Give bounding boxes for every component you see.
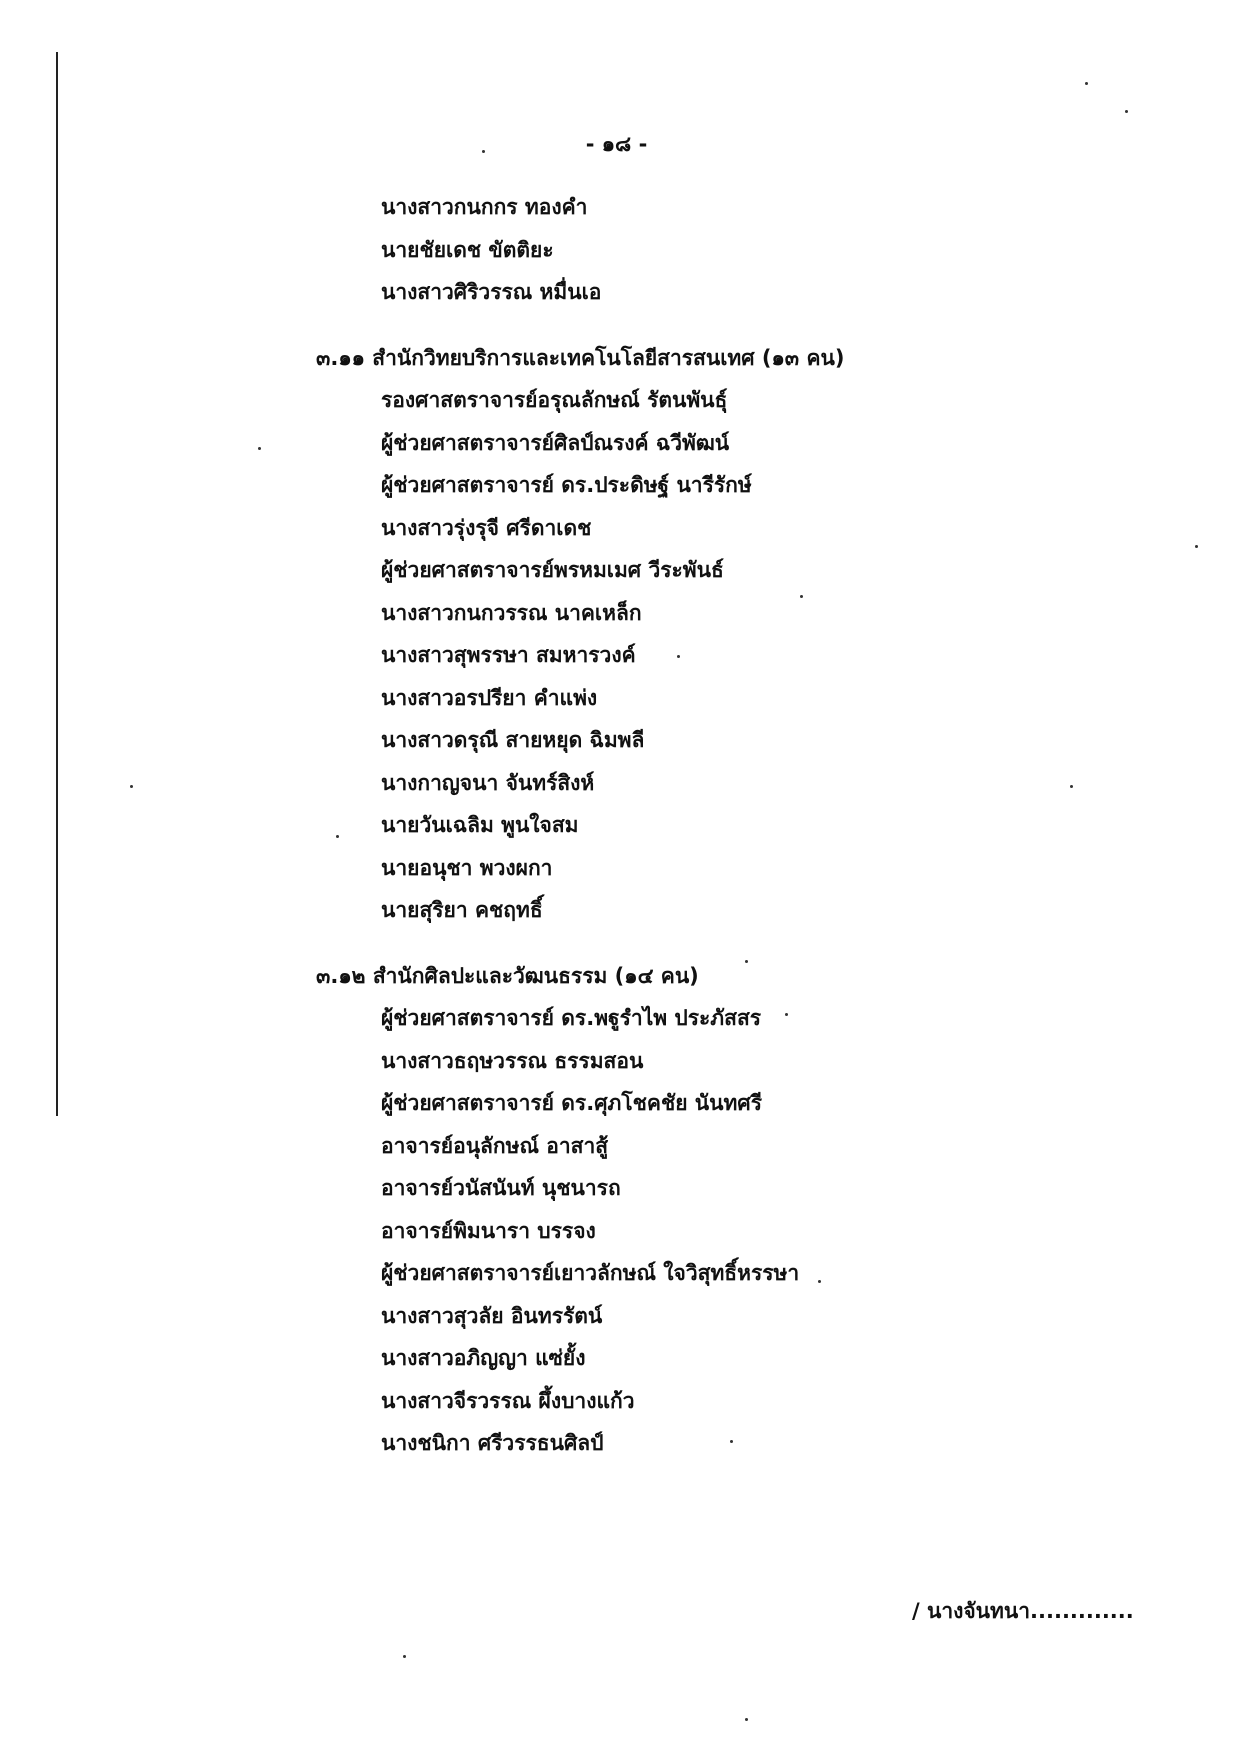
- section-heading: ๓.๑๑ สำนักวิทยบริการและเทคโนโลยีสารสนเทศ (๑๓ คน): [316, 345, 845, 370]
- list-item: นางสาวศิริวรรณ หมื่นเอ: [381, 280, 602, 304]
- scan-speck: [745, 960, 748, 963]
- list-item: ผู้ช่วยศาสตราจารย์ ดร.ศุภโชคชัย นันทศรี: [381, 1091, 762, 1115]
- list-item: นางสาวกนกกร ทองคำ: [381, 195, 588, 219]
- list-item: นางสาวรุ่งรุจี ศรีดาเดช: [381, 515, 592, 540]
- list-item: อาจารย์อนุลักษณ์ อาสาสู้: [381, 1133, 609, 1158]
- list-item: นายสุริยา คชฤทธิ์: [381, 898, 543, 922]
- list-item: นางสาวสุพรรษา สมหารวงค์: [381, 643, 636, 667]
- scan-speck: [1070, 785, 1073, 788]
- scan-speck: [1195, 545, 1198, 548]
- scan-speck: [818, 1280, 821, 1283]
- list-item: อาจารย์วนัสนันท์ นุชนารถ: [381, 1176, 621, 1200]
- list-item: นายอนุชา พวงผกา: [381, 855, 553, 880]
- list-item: นายชัยเดช ขัตติยะ: [381, 237, 554, 262]
- scan-speck: [785, 1013, 788, 1016]
- scan-speck: [258, 447, 261, 450]
- scan-speck: [336, 835, 339, 838]
- scan-speck: [130, 785, 133, 788]
- page-number: - ๑๘ -: [585, 132, 648, 156]
- list-item: รองศาสตราจารย์อรุณลักษณ์ รัตนพันธุ์: [381, 388, 728, 412]
- list-item: นายวันเฉลิม พูนใจสม: [381, 813, 579, 837]
- list-item: นางสาวกนกวรรณ นาคเหล็ก: [381, 600, 642, 625]
- list-item: ผู้ช่วยศาสตราจารย์ ดร.ประดิษฐ์ นารีรักษ์: [381, 473, 752, 497]
- scan-speck: [403, 1655, 406, 1658]
- list-item: นางสาวสุวลัย อินทรรัตน์: [381, 1303, 603, 1328]
- continuation-footer: / นางจันทนา.............: [912, 1599, 1134, 1623]
- scan-speck: [482, 150, 485, 153]
- list-item: ผู้ช่วยศาสตราจารย์เยาวลักษณ์ ใจวิสุทธิ์หรรษา: [381, 1261, 800, 1285]
- scan-speck: [800, 595, 803, 598]
- list-item: นางสาวธฤษวรรณ ธรรมสอน: [381, 1048, 644, 1073]
- list-item: นางชนิกา ศรีวรรธนศิลป์: [381, 1431, 604, 1455]
- list-item: นางสาวอภิญญา แซ่ยั้ง: [381, 1346, 586, 1370]
- list-item: ผู้ช่วยศาสตราจารย์ศิลป์ณรงค์ ฉวีพัฒน์: [381, 430, 730, 455]
- list-item: ผู้ช่วยศาสตราจารย์ ดร.พฐูรำไพ ประภัสสร: [381, 1006, 762, 1030]
- scan-speck: [677, 655, 680, 658]
- list-item: อาจารย์พิมนารา บรรจง: [381, 1218, 596, 1243]
- list-item: นางกาญจนา จันทร์สิงห์: [381, 770, 595, 795]
- binding-margin-line: [56, 52, 58, 1116]
- list-item: นางสาวดรุณี สายหยุด ฉิมพลี: [381, 728, 645, 752]
- section-heading: ๓.๑๒ สำนักศิลปะและวัฒนธรรม (๑๔ คน): [316, 963, 699, 988]
- scan-speck: [1085, 82, 1088, 85]
- scan-speck: [745, 1718, 748, 1721]
- list-item: นางสาวจีรวรรณ ผึ้งบางแก้ว: [381, 1388, 635, 1413]
- list-item: นางสาวอรปรียา คำแพ่ง: [381, 685, 598, 710]
- scan-speck: [730, 1440, 733, 1443]
- list-item: ผู้ช่วยศาสตราจารย์พรหมเมศ วีระพันธ์: [381, 558, 724, 582]
- scan-speck: [1125, 110, 1128, 113]
